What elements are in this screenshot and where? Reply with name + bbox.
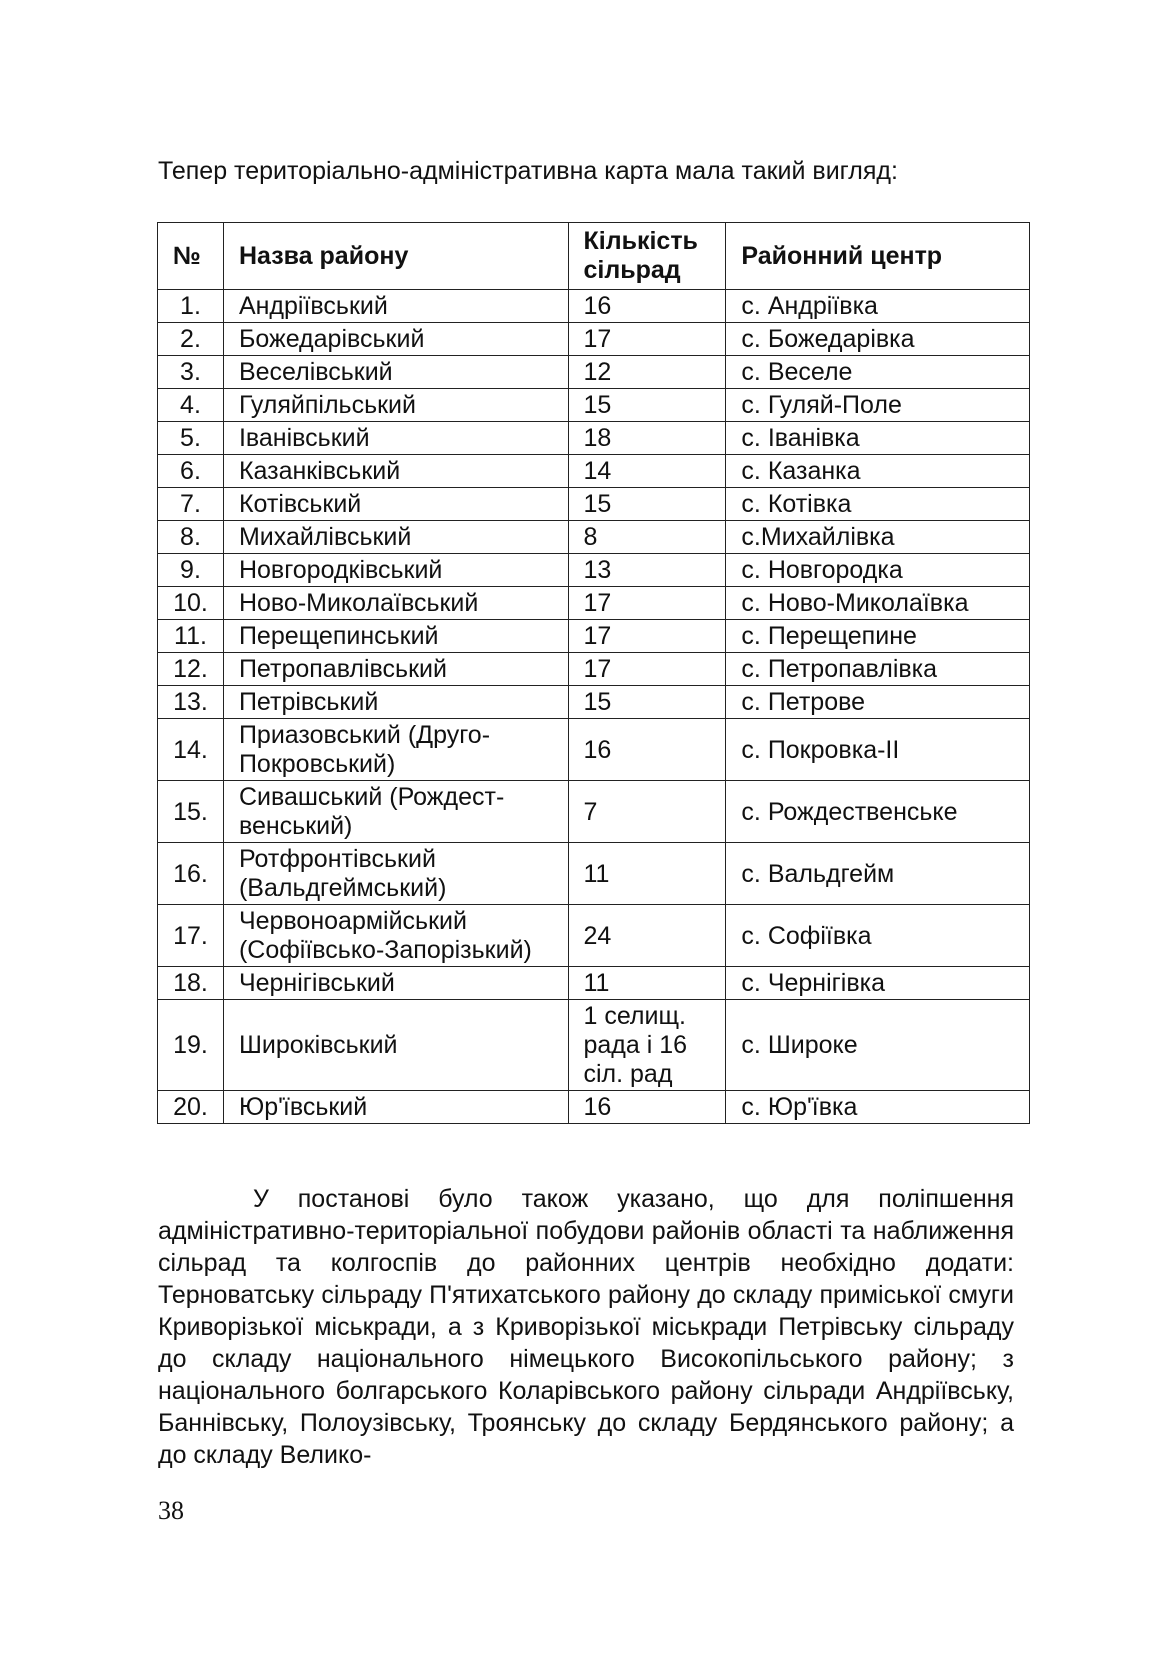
- row-num: 18.: [158, 967, 224, 1000]
- row-council-count: 11: [568, 843, 726, 905]
- row-num: 12.: [158, 653, 224, 686]
- row-council-count: 14: [568, 455, 726, 488]
- row-district-center: с. Іванівка: [726, 422, 1030, 455]
- header-name: Назва району: [223, 223, 568, 290]
- row-council-count: 7: [568, 781, 726, 843]
- table-row: [158, 587, 1030, 620]
- row-district-center: с. Чернігівка: [726, 967, 1030, 1000]
- row-num: 3.: [158, 356, 224, 389]
- row-council-count: 8: [568, 521, 726, 554]
- body-paragraph: У постанові було також указано, що для поліпшення адміністративно-територіальної побудови районів області та наближення сільрад та колгоспів до районних центрів необхідно додати: Терноватську сільраду П'ятихатського району до складу приміської смуги Криворізької міськради, а з Криворізької міськради Петрівську сільраду до складу національного німецького Високопільського району; з національного болгарського Коларівського району сільради Андріївську, Баннівську, Полоузівську, Троянську до складу Бердянського району; а до складу Велико-: [158, 1185, 1014, 1469]
- row-num: 8.: [158, 521, 224, 554]
- row-district-name: Юр'ївський: [223, 1091, 568, 1124]
- table-row: [158, 686, 1030, 719]
- table-body: [158, 290, 1030, 1124]
- row-num: 5.: [158, 422, 224, 455]
- row-num: 4.: [158, 389, 224, 422]
- row-district-name: Петрівський: [223, 686, 568, 719]
- row-district-center: с. Новгородка: [726, 554, 1030, 587]
- row-district-center: с. Божедарівка: [726, 323, 1030, 356]
- row-council-count: 15: [568, 488, 726, 521]
- table-row: [158, 1091, 1030, 1124]
- intro-text: Тепер територіально-адміністративна карта мала такий вигляд:: [158, 157, 898, 185]
- row-district-center: с. Веселе: [726, 356, 1030, 389]
- row-council-count: 24: [568, 905, 726, 967]
- row-council-count: 18: [568, 422, 726, 455]
- row-district-center: с. Котівка: [726, 488, 1030, 521]
- row-district-name: Приазовський (Друго-Покровський): [223, 719, 568, 781]
- table-row: [158, 323, 1030, 356]
- row-district-center: с. Широке: [726, 1000, 1030, 1091]
- row-council-count: 12: [568, 356, 726, 389]
- table-row: [158, 290, 1030, 323]
- table-row: [158, 356, 1030, 389]
- row-district-name: Казанківський: [223, 455, 568, 488]
- row-district-center: с. Юр'ївка: [726, 1091, 1030, 1124]
- row-num: 6.: [158, 455, 224, 488]
- header-num: №: [158, 223, 224, 290]
- row-num: 17.: [158, 905, 224, 967]
- row-district-name: Божедарівський: [223, 323, 568, 356]
- row-council-count: 17: [568, 620, 726, 653]
- row-num: 7.: [158, 488, 224, 521]
- row-council-count: 16: [568, 719, 726, 781]
- districts-table: [157, 222, 1030, 1124]
- row-district-center: с.Михайлівка: [726, 521, 1030, 554]
- row-num: 13.: [158, 686, 224, 719]
- table-row: [158, 422, 1030, 455]
- row-district-name: Новгородківський: [223, 554, 568, 587]
- row-district-name: Ново-Миколаївський: [223, 587, 568, 620]
- header-count: Кількість сільрад: [568, 223, 726, 290]
- row-council-count: 17: [568, 653, 726, 686]
- row-district-center: с. Софіївка: [726, 905, 1030, 967]
- row-district-center: с. Петропавлівка: [726, 653, 1030, 686]
- row-district-name: Ротфронтівський (Вальдгеймський): [223, 843, 568, 905]
- row-council-count: 16: [568, 1091, 726, 1124]
- table-row: [158, 620, 1030, 653]
- table-row: [158, 521, 1030, 554]
- row-council-count: 1 селищ. рада і 16 сіл. рад: [568, 1000, 726, 1091]
- row-num: 1.: [158, 290, 224, 323]
- table-row: [158, 843, 1030, 905]
- row-district-name: Михайлівський: [223, 521, 568, 554]
- row-district-center: с. Гуляй-Поле: [726, 389, 1030, 422]
- table-row: [158, 488, 1030, 521]
- row-num: 11.: [158, 620, 224, 653]
- table-row: [158, 389, 1030, 422]
- table-row: [158, 455, 1030, 488]
- row-num: 15.: [158, 781, 224, 843]
- row-council-count: 11: [568, 967, 726, 1000]
- row-num: 2.: [158, 323, 224, 356]
- row-council-count: 17: [568, 587, 726, 620]
- table-header-row: [158, 223, 1030, 290]
- row-council-count: 16: [568, 290, 726, 323]
- row-district-name: Чернігівський: [223, 967, 568, 1000]
- table-row: [158, 554, 1030, 587]
- row-num: 14.: [158, 719, 224, 781]
- row-district-name: Червоноармійський (Софіївсько-Запорізький): [223, 905, 568, 967]
- row-council-count: 13: [568, 554, 726, 587]
- row-district-center: с. Вальдгейм: [726, 843, 1030, 905]
- row-council-count: 17: [568, 323, 726, 356]
- row-district-center: с. Казанка: [726, 455, 1030, 488]
- row-district-name: Перещепинський: [223, 620, 568, 653]
- header-center: Районний центр: [726, 223, 1030, 290]
- row-district-name: Широківський: [223, 1000, 568, 1091]
- row-num: 10.: [158, 587, 224, 620]
- row-district-name: Іванівський: [223, 422, 568, 455]
- row-district-name: Петропавлівський: [223, 653, 568, 686]
- row-district-name: Андріївський: [223, 290, 568, 323]
- row-district-name: Сивашський (Рождест-венський): [223, 781, 568, 843]
- table-row: [158, 1000, 1030, 1091]
- row-district-center: с. Перещепине: [726, 620, 1030, 653]
- row-district-name: Веселівський: [223, 356, 568, 389]
- row-district-center: с. Андріївка: [726, 290, 1030, 323]
- table-row: [158, 967, 1030, 1000]
- table-row: [158, 905, 1030, 967]
- row-district-name: Котівський: [223, 488, 568, 521]
- table-row: [158, 719, 1030, 781]
- row-council-count: 15: [568, 389, 726, 422]
- row-num: 16.: [158, 843, 224, 905]
- row-council-count: 15: [568, 686, 726, 719]
- row-num: 19.: [158, 1000, 224, 1091]
- row-district-center: с. Рождественське: [726, 781, 1030, 843]
- table-row: [158, 781, 1030, 843]
- row-district-center: с. Покровка-ІІ: [726, 719, 1030, 781]
- row-district-center: с. Ново-Миколаївка: [726, 587, 1030, 620]
- table-row: [158, 653, 1030, 686]
- row-num: 9.: [158, 554, 224, 587]
- row-num: 20.: [158, 1091, 224, 1124]
- page-number: 38: [158, 1496, 184, 1525]
- row-district-name: Гуляйпільський: [223, 389, 568, 422]
- row-district-center: с. Петрове: [726, 686, 1030, 719]
